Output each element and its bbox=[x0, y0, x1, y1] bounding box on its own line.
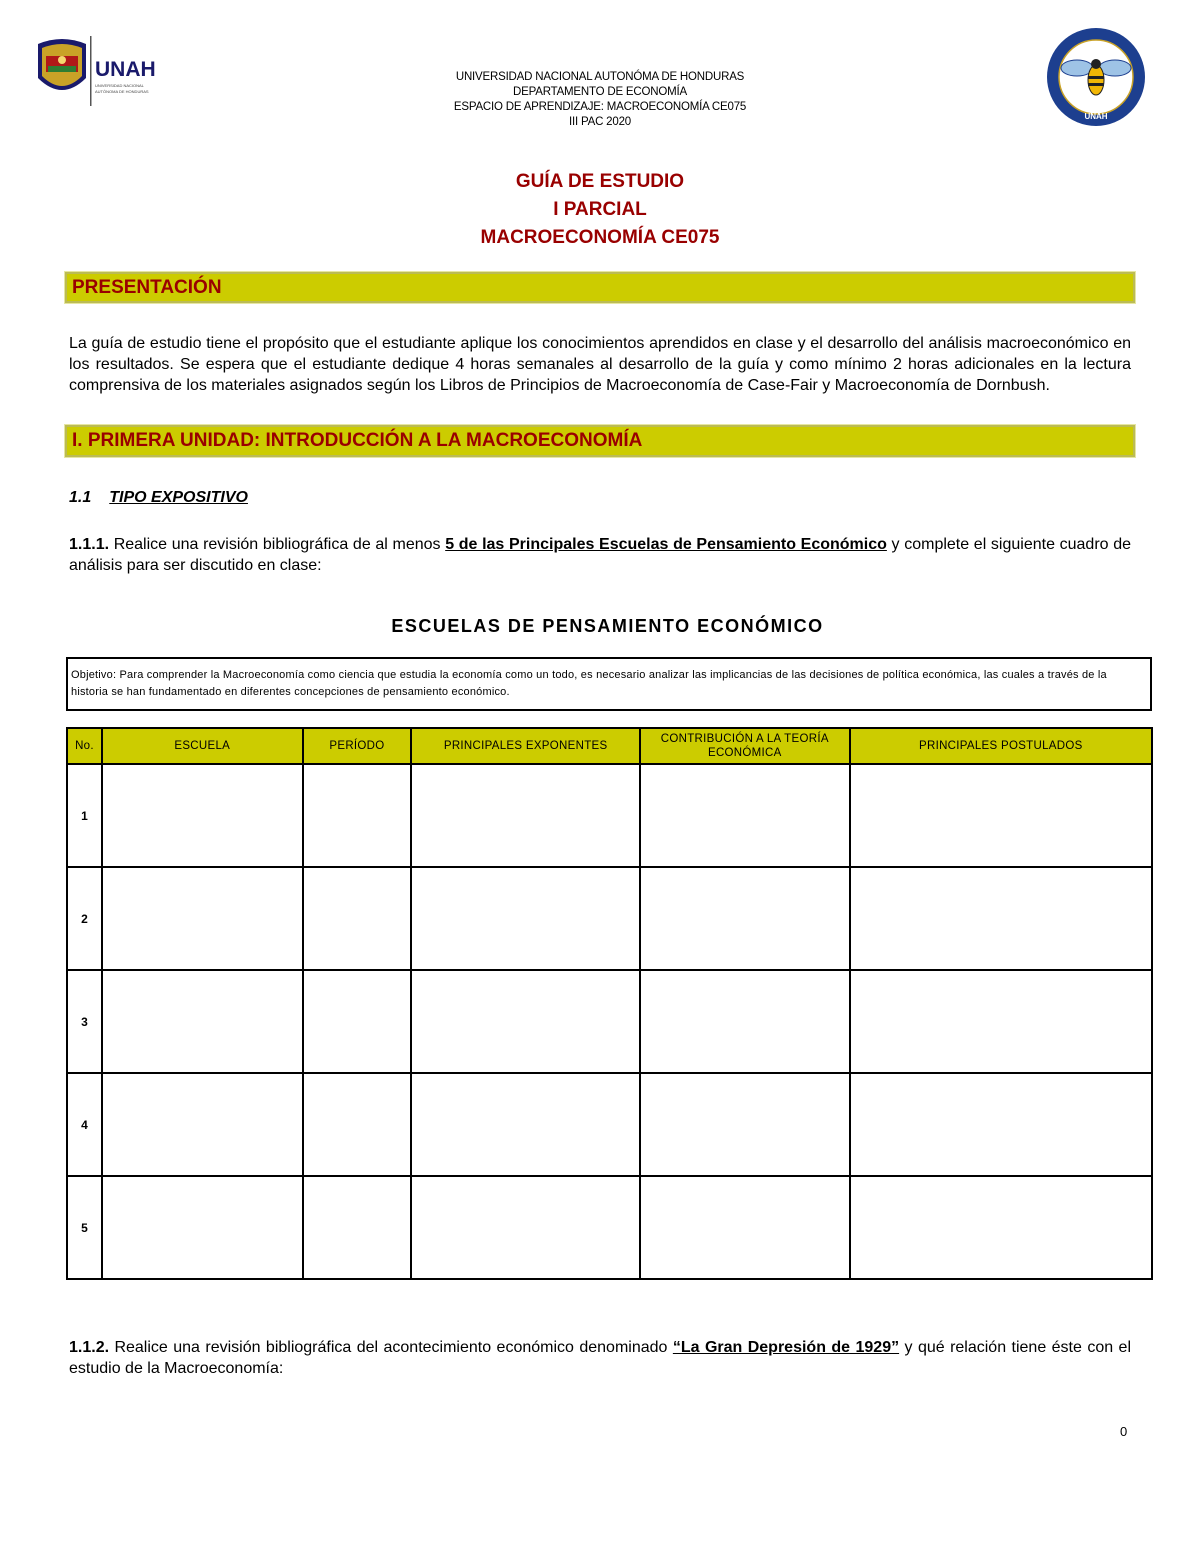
cell-postulates[interactable] bbox=[850, 1176, 1152, 1279]
row-number: 1 bbox=[67, 764, 102, 867]
cell-school[interactable] bbox=[102, 1176, 303, 1279]
row-number: 4 bbox=[67, 1073, 102, 1176]
title-line-partial: I PARCIAL bbox=[553, 199, 647, 220]
question-number: 1.1.2. bbox=[69, 1339, 110, 1356]
presentation-heading: PRESENTACIÓN bbox=[65, 272, 1135, 303]
table-header-row bbox=[67, 728, 1152, 764]
header-postulates: PRINCIPALES POSTULADOS bbox=[850, 728, 1152, 764]
title-line-guide: GUÍA DE ESTUDIO bbox=[515, 171, 685, 192]
question-text: Realice una revisión bibliográfica de al menos bbox=[109, 536, 446, 553]
table-row bbox=[67, 1176, 1152, 1279]
subsection-number: 1.1 bbox=[69, 489, 92, 506]
question-emphasis: “La Gran Depresión de 1929” bbox=[672, 1339, 900, 1356]
header-line-course: ESPACIO DE APRENDIZAJE: MACROECONOMÍA CE075 bbox=[453, 101, 747, 113]
objective-text: Para comprender la Macroeconomía como ciencia que estudia la economía como un todo, es necesario analizar las implicancias de las decisiones de política económica, las cuales a través de la historia se han fundamentado en diferentes concepciones de pensamiento económico. bbox=[71, 669, 1107, 698]
page-number: 0 bbox=[1120, 1424, 1128, 1439]
svg-text:UNAH: UNAH bbox=[95, 58, 156, 81]
table-row bbox=[67, 1073, 1152, 1176]
header-period: PERÍODO bbox=[303, 728, 412, 764]
cell-exponents[interactable] bbox=[411, 764, 640, 867]
cell-postulates[interactable] bbox=[850, 970, 1152, 1073]
header-no: No. bbox=[67, 728, 102, 764]
table-row bbox=[67, 867, 1152, 970]
table-row bbox=[67, 970, 1152, 1073]
svg-text:UNAH: UNAH bbox=[1084, 112, 1108, 121]
header-contribution: CONTRIBUCIÓN A LA TEORÍA ECONÓMICA bbox=[640, 728, 850, 764]
presentation-text: La guía de estudio tiene el propósito que el estudiante aplique los conocimientos aprendidos en clase y el desarrollo del análisis macroeconómico en los resultados. Se espera que el estudiante dedique 4 horas semanales al desarrollo de la guía y como mínimo 2 horas adicionales en la lectura comprensiva de los materiales asignados según los Libros de Principios de Macroeconomía de Case-Fair y Macroeconomía de Dornbush. bbox=[69, 335, 1131, 394]
cell-contribution[interactable] bbox=[640, 764, 850, 867]
svg-text:AUTÓNOMA DE HONDURAS: AUTÓNOMA DE HONDURAS bbox=[95, 89, 149, 94]
question-text-end: y complete el siguiente cuadro de análisis para ser discutido en clase: bbox=[69, 536, 1132, 574]
header-exponents: PRINCIPALES EXPONENTES bbox=[411, 728, 640, 764]
cell-period[interactable] bbox=[303, 867, 412, 970]
unah-shield-icon bbox=[38, 39, 86, 90]
cell-school[interactable] bbox=[102, 764, 303, 867]
cell-exponents[interactable] bbox=[411, 970, 640, 1073]
department-seal bbox=[1045, 26, 1147, 128]
table-title: ESCUELAS DE PENSAMIENTO ECONÓMICO bbox=[391, 616, 824, 636]
question-text-end: y qué relación tiene éste con el estudio de la Macroeconomía: bbox=[69, 1339, 1131, 1377]
header-line-university: UNIVERSIDAD NACIONAL AUTONÓMA DE HONDURAS bbox=[455, 71, 745, 83]
header-line-department: DEPARTAMENTO DE ECONOMÍA bbox=[513, 86, 687, 98]
unit-heading: I. PRIMERA UNIDAD: INTRODUCCIÓN A LA MACROECONOMÍA bbox=[65, 425, 1135, 457]
cell-school[interactable] bbox=[102, 1073, 303, 1176]
cell-exponents[interactable] bbox=[411, 1073, 640, 1176]
university-header bbox=[350, 70, 850, 130]
subsection-title: TIPO EXPOSITIVO bbox=[109, 489, 248, 506]
cell-period[interactable] bbox=[303, 764, 412, 867]
cell-school[interactable] bbox=[102, 970, 303, 1073]
guide-title bbox=[350, 168, 850, 252]
subsection-heading bbox=[69, 489, 248, 507]
cell-exponents[interactable] bbox=[411, 1176, 640, 1279]
table-row bbox=[67, 764, 1152, 867]
objective-label: Objetivo: bbox=[71, 669, 117, 681]
cell-exponents[interactable] bbox=[411, 867, 640, 970]
unah-logo bbox=[34, 36, 184, 106]
cell-postulates[interactable] bbox=[850, 1073, 1152, 1176]
question-text: Realice una revisión bibliográfica del acontecimiento económico denominado bbox=[109, 1339, 673, 1356]
cell-period[interactable] bbox=[303, 1176, 412, 1279]
question-number: 1.1.1. bbox=[69, 536, 110, 553]
cell-postulates[interactable] bbox=[850, 867, 1152, 970]
schools-table bbox=[66, 727, 1153, 1280]
title-line-course: MACROECONOMÍA CE075 bbox=[480, 227, 720, 248]
row-number: 2 bbox=[67, 867, 102, 970]
cell-contribution[interactable] bbox=[640, 867, 850, 970]
row-number: 5 bbox=[67, 1176, 102, 1279]
cell-contribution[interactable] bbox=[640, 970, 850, 1073]
objective-box bbox=[66, 657, 1152, 711]
cell-period[interactable] bbox=[303, 970, 412, 1073]
cell-postulates[interactable] bbox=[850, 764, 1152, 867]
svg-text:UNIVERSIDAD NACIONAL: UNIVERSIDAD NACIONAL bbox=[95, 83, 144, 88]
question-1-1-1 bbox=[69, 534, 1131, 576]
cell-contribution[interactable] bbox=[640, 1073, 850, 1176]
question-1-1-2 bbox=[69, 1337, 1131, 1379]
cell-contribution[interactable] bbox=[640, 1176, 850, 1279]
row-number: 3 bbox=[67, 970, 102, 1073]
cell-school[interactable] bbox=[102, 867, 303, 970]
header-school: ESCUELA bbox=[102, 728, 303, 764]
cell-period[interactable] bbox=[303, 1073, 412, 1176]
question-emphasis: 5 de las Principales Escuelas de Pensamiento Económico bbox=[445, 536, 887, 553]
header-line-period: III PAC 2020 bbox=[569, 116, 631, 128]
